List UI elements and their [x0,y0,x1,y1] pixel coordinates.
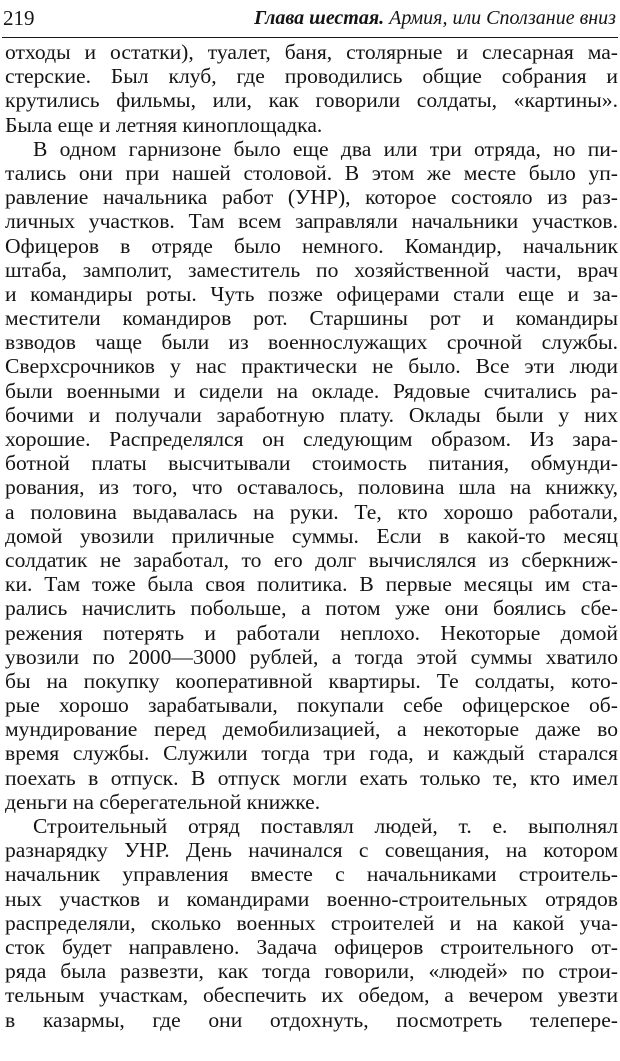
text-line: Офицеров в отряде было немного. Командир, начальник [5,233,618,258]
text-line: ботной платы высчитывали стоимость питания, обмунди- [5,451,618,476]
text-line: рые хорошо зарабатывали, покупали себе офицерское об- [5,693,618,718]
text-line: бы на покупку кооперативной квартиры. Те солдаты, кото- [5,668,618,693]
text-line: распределяли, сколько военных строителей и на какой уча- [5,910,618,935]
text-line: поехать в отпуск. В отпуск могли ехать только те, кто имел [5,765,618,790]
text-line: личных участков. Там всем заправляли начальники участков. [5,209,618,234]
text-line: в казармы, где они отдохнуть, посмотреть телепере- [5,1007,618,1032]
text-line: стерские. Был клуб, где проводились общие собрания и [5,64,618,89]
text-line: солдатик не заработал, то его долг вычислялся из сберкниж- [5,547,618,572]
text-line: рования, из того, что оставалось, половина шла на книжку, [5,475,618,500]
text-line: деньги на сберегательной книжке. [5,789,321,814]
text-line: сток будет направлено. Задача офицеров строительного от- [5,934,618,959]
text-line: хорошие. Распределялся он следующим образом. Из зара- [5,427,618,451]
text-line: время службы. Служили тогда три года, и каждый старался [5,741,618,766]
text-line: домой увозили приличные суммы. Если в какой-то месяц [5,523,618,548]
text-line: были военными и сидели на окладе. Рядовые считались ра- [5,378,618,403]
paragraph-first-line: Строительный отряд поставлял людей, т. е. выполнял [33,814,618,838]
page-number: 219 [3,6,35,30]
paragraph-first-line: В одном гарнизоне было еще два или три отряда, но пи- [33,136,618,161]
text-line: крутились фильмы, или, как говорили солдаты, «картины». [5,88,618,113]
text-line: режения потерять и работали неплохо. Некоторые домой [5,620,618,645]
text-line: ряда была развезти, как тогда говорили, «людей» по строи- [5,959,618,984]
text-line: бочими и получали заработную плату. Оклады были у них [5,402,618,427]
body-text [5,40,618,1032]
text-line: штаба, замполит, заместитель по хозяйственной части, врач [5,257,618,282]
text-line: рались начислить побольше, а потом уже они боялись сбе- [5,596,618,621]
text-line: ных участков и командирами военно-строительных отрядов [5,886,618,911]
text-line: взводов чаще были из военнослужащих срочной службы. [5,330,618,355]
text-line: ки. Там тоже была своя политика. В первые месяцы им ста- [5,572,618,597]
header-rule [2,37,618,38]
text-line: и командиры роты. Чуть позже офицерами стали еще и за- [5,281,618,306]
text-line: увозили по 2000—3000 рублей, а тогда этой суммы хватило [5,644,618,669]
chapter-label: Глава шестая. [254,7,385,29]
text-line: местители командиров рот. Старшины рот и командиры [5,306,618,331]
chapter-title: Армия, или Сползание вниз [384,7,616,29]
text-line: отходы и остатки), туалет, баня, столярные и слесарная ма- [5,40,618,64]
text-line: Была еще и летняя киноплощадка. [5,112,323,137]
text-line: разнарядку УНР. День начинался с совещания, на котором [5,838,618,863]
text-line: а половина выдавалась на руки. Те, кто хорошо работали, [5,499,618,524]
text-line: тельным участкам, обеспечить их обедом, а вечером увезти [5,983,618,1008]
running-title [254,5,616,31]
text-line: равление начальника работ (УНР), которое состояло из раз- [5,185,618,210]
text-line: начальник управления вместе с начальниками строитель- [5,862,618,887]
text-line: тались они при нашей столовой. В этом же месте было уп- [5,160,618,185]
text-line: мундирование перед демобилизацией, а некоторые даже во [5,717,618,742]
running-header [3,5,618,33]
text-line: Сверхсрочников у нас практически не было. Все эти люди [5,354,618,379]
